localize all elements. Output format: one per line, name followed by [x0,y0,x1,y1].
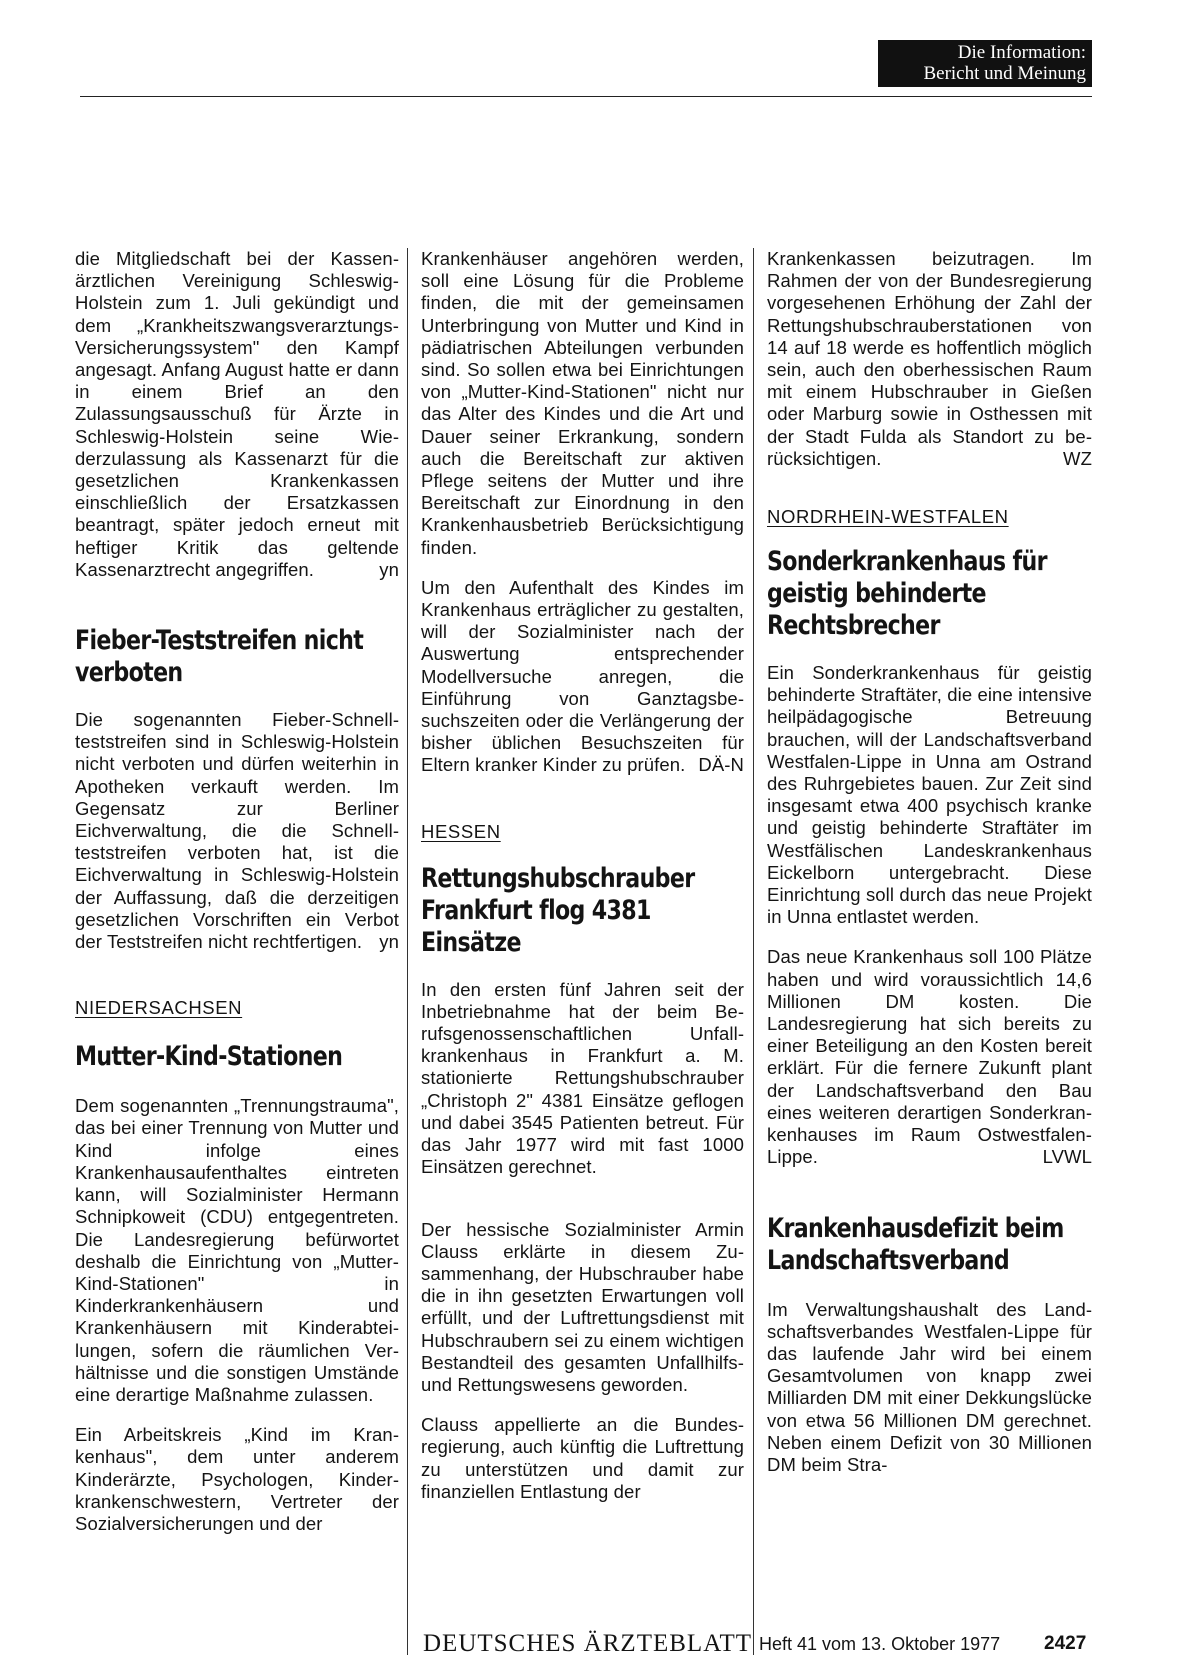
column-3 [767,248,1092,1476]
column-1 [75,248,399,1535]
article-paragraph: In den ersten fünf Jahren seit der Inbetriebnahme hat der beim Berufsgenossenschaftlichen Unfallkrankenhaus in Frankfurt a. M. stationierte Rettungshubschrauber „Christoph 2" 4381 Einsätze geflogen und dabei 3545 Patienten betreut. Für das Jahr 1977 wird mit fast 1000 Einsätzen gerechnet. [421,978,744,1178]
section-badge [878,40,1092,87]
text: Krankenkassen beizutragen. Im Rahmen der von der Bundesregierung vorgesehenen Erhöhung der Zahl der Rettungshubschrauberstationen von 14 auf 18 werde es hoffentlich möglich sein, auch den oberhessischen Raum mit einem Hubschrauber in Gießen oder Marburg sowie in Osthessen mit der Stadt Fulda als Standort zu berücksichtigen. [767,248,1092,469]
column-2 [421,248,744,1503]
text: Um den Aufenthalt des Kindes im Krankenhaus erträglicher zu gestalten, will der Sozialminister nach der Auswertung entsprechender Modellversuche anregen, die Einführung von Ganztagsbesuchszeiten oder die Verlängerung der bisher üblichen Besuchszeiten für Eltern kranker Kinder zu prüfen. [421,576,744,776]
author-initials: yn [379,931,399,953]
author-initials: DÄ-N [698,754,744,776]
column-divider-1 [407,248,408,1655]
article-paragraph: Clauss appellierte an die Bundesregierung, auch künftig die Luftrettung zu unterstützen und damit zur finanziellen Entlastung der [421,1414,744,1502]
text: Das neue Krankenhaus soll 100 Plätze haben und wird voraussichtlich 14,6 Millionen DM kosten. Die Landesregierung hat sich bereits zu einer Beteiligung an den Kosten bereit erklärt. Für die fernere Zukunft plant der Landschaftsverband den Bau eines weiteren derartigen Sonderkrankenhauses im Raum Ostwestfalen-Lippe. [767,946,1092,1168]
journal-masthead: DEUTSCHES ÄRZTEBLATT [423,1630,753,1657]
page-number: 2427 [1044,1633,1087,1654]
region-label: HESSEN [421,820,501,842]
article-headline: Rettungshubschrauber Frankfurt flog 4381 Einsätze [421,862,695,958]
section-label-line2: Bericht und Meinung [923,63,1086,84]
article-paragraph: Im Verwaltungshaushalt des Landschaftsverbandes Westfalen-Lippe für das laufende Jahr wird bei einem Gesamtvolumen von knapp zwei Milliarden DM mit einer Dekkungslücke von etwa 56 Millionen DM gerechnet. Neben einem Defizit von 30 Millionen DM beim Stra- [767,1298,1092,1475]
section-label-line1: Die Information: [957,42,1086,63]
region-label: NIEDERSACHSEN [75,997,243,1019]
article-paragraph: Ein Arbeitskreis „Kind im Krankenhaus", dem unter anderem Kinderärzte, Psychologen, Kinderkrankenschwestern, Vertreter der Sozialversicherungen und der [75,1424,399,1534]
article-headline: Fieber-Teststreifen nicht verboten [75,625,364,689]
article-headline: Sonderkrankenhaus für geistig behinderte Rechtsbrecher [767,546,1047,642]
region-label: NORDRHEIN-WESTFALEN [767,506,1009,528]
article-headline: Krankenhausdefizit beim Landschaftsverband [767,1212,1064,1276]
header-rule [80,96,1092,97]
article-paragraph: Ein Sonderkrankenhaus für geistig behinderte Straftäter, die eine intensive heilpädagogische Betreuung brauchen, will der Landschaftsverband Westfalen-Lippe in Unna am Ostrand des Ruhrgebietes bauen. Zur Zeit sind insgesamt etwa 400 psychisch kranke und geistig behinderte Straftäter im Westfälischen Landeskrankenhaus Eickelborn untergebracht. Diese Einrichtung soll durch das neue Projekt in Unna entlastet werden. [767,662,1092,928]
article-paragraph [75,709,399,953]
author-initials: LVWL [1042,1146,1092,1168]
article-paragraph [75,248,399,581]
issue-info: Heft 41 vom 13. Oktober 1977 [759,1634,1001,1654]
column-divider-2 [753,248,754,1655]
article-headline: Mutter-Kind-Stationen [75,1041,343,1073]
page-footer [0,1630,1178,1660]
article-paragraph [767,248,1092,470]
article-paragraph: Dem sogenannten „Trennungstrauma", das bei einer Trennung von Mutter und Kind infolge eines Krankenhausaufenthaltes eintreten kann, will Sozialminister Hermann Schnipkoweit (CDU) entgegentreten. Die Landesregierung befürwortet deshalb die Einrichtung von „Mutter-Kind-Stationen" in Kinderkrankenhäusern und Krankenhäusern mit Kinderabteilungen, sofern die räumlichen Verhältnisse und die sonstigen Umstände eine derartige Maßnahme zulassen. [75,1095,399,1405]
text: die Mitgliedschaft bei der Kassenärztlichen Vereinigung Schleswig-Holstein zum 1. Juli gekündigt und dem „Krankheitszwangsverarztungs-Versicherungssystem" den Kampf angesagt. Anfang August hatte er dann in einem Brief an den Zulassungsausschuß für Ärzte in Schleswig-Holstein seine Wiederzulassung als Kassenarzt für die gesetzlichen Krankenkassen einschließlich der Ersatzkassen beantragt, später jedoch erneut mit heftiger Kritik das geltende Kassenarztrecht angegriffen. [75,248,399,580]
author-initials: WZ [1063,447,1092,469]
article-paragraph [421,577,744,777]
text: Die sogenannten Fieber-Schnellteststreifen sind in Schleswig-Holstein nicht verboten und dürfen weiterhin in Apotheken verkauft werden. Im Gegensatz zur Berliner Eichverwaltung, die die Schnellteststreifen verboten hat, ist die Eichverwaltung in Schleswig-Holstein der Auffassung, daß die derzeitigen gesetzlichen Vorschriften ein Verbot der Teststreifen nicht rechtfertigen. [75,709,399,953]
author-initials: yn [379,558,399,580]
article-paragraph [767,946,1092,1168]
article-paragraph: Krankenhäuser angehören werden, soll eine Lösung für die Probleme finden, die mit der gemeinsamen Unterbringung von Mutter und Kind in pädiatrischen Abteilungen verbunden sind. So sollen etwa bei Einrichtungen von „Mutter-Kind-Stationen" nicht nur das Alter des Kindes und die Art und Dauer seiner Erkrankung, sondern auch die Bereitschaft zur aktiven Pflege seitens der Mutter und ihre Bereitschaft zur Einordnung in den Krankenhausbetrieb Berücksichtigung finden. [421,248,744,558]
article-paragraph: Der hessische Sozialminister Armin Clauss erklärte in diesem Zusammenhang, der Hubschrauber habe die in ihn gesetzten Erwartungen voll erfüllt, und der Luftrettungsdienst mit Hubschraubern sei zu einem wichtigen Bestandteil des gesamten Unfallhilfs- und Rettungswesens geworden. [421,1218,744,1395]
